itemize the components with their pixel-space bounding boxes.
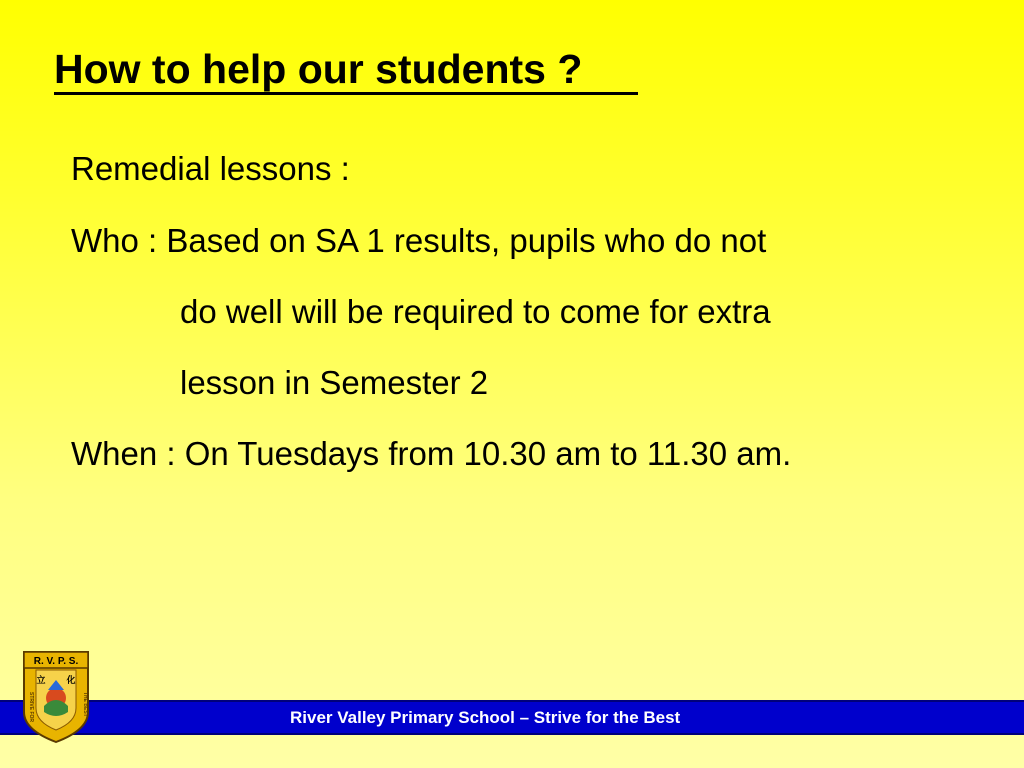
logo-top-text: R. V. P. S. [33, 656, 79, 667]
logo-char-left: 立 [36, 676, 46, 686]
body-line-who-continued: do well will be required to come for extra [180, 293, 771, 330]
body-line-semester: lesson in Semester 2 [180, 364, 489, 401]
logo-char-right: 化 [66, 676, 76, 686]
title-underline [54, 92, 638, 95]
footer-text: River Valley Primary School – Strive for the Best [290, 708, 681, 727]
logo-motto-left: STRIVE FOR [28, 692, 34, 723]
logo-motto-right: THE BEST [82, 692, 88, 717]
slide-title: How to help our students ? [54, 46, 583, 92]
body-line-who: Who : Based on SA 1 results, pupils who do not [71, 222, 767, 259]
school-crest-logo [22, 650, 90, 744]
body-line-when: When : On Tuesdays from 10.30 am to 11.30 am. [71, 435, 792, 472]
body-line-remedial-lessons: Remedial lessons : [71, 150, 350, 187]
